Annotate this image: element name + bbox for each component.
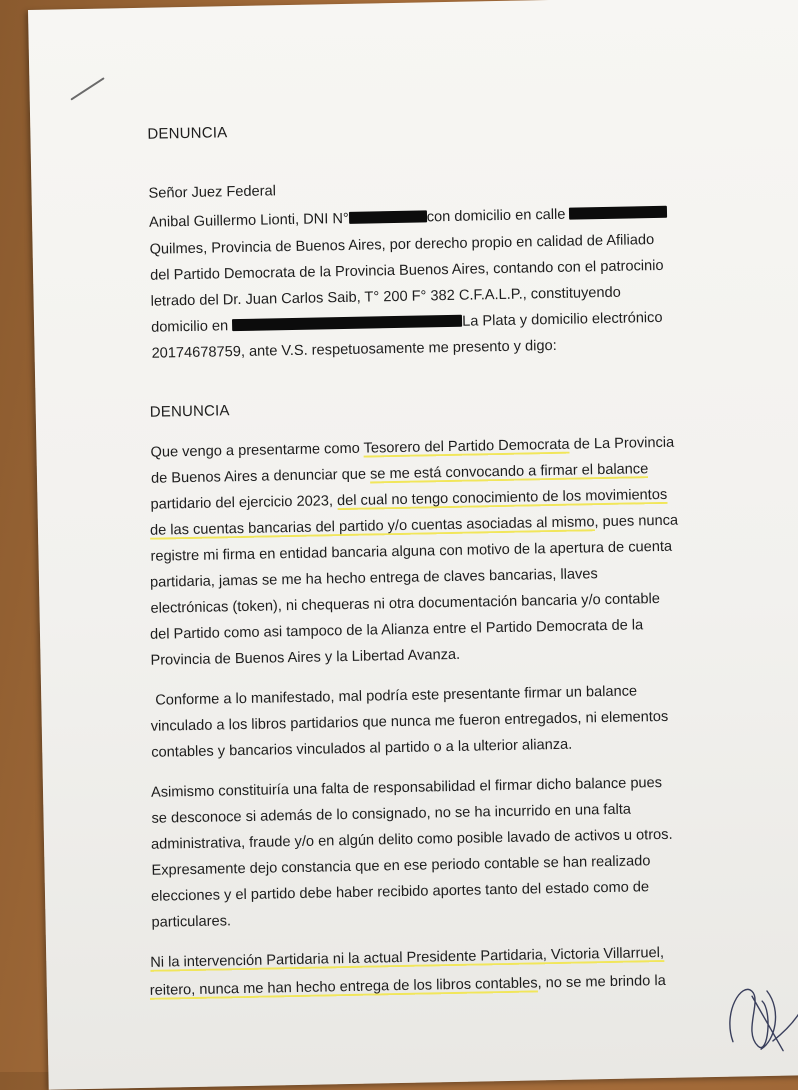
para2-line-1: Conforme a lo manifestado, mal podría este presentante firmar un balance [155,683,638,709]
para4-line-2 [150,972,666,1000]
para-text: de Buenos Aires a denunciar que [150,466,371,487]
para3-line-4: Expresamente dejo constancia que en ese periodo contable se han realizado [151,853,651,879]
intro-text: con domicilio en calle [426,206,566,226]
para1-line-9: Provincia de Buenos Aires y la Libertad Avanza. [150,646,461,669]
para-text: , pues nunca [594,512,679,531]
para1-line-5: registre mi firma en entidad bancaria alguna con motivo de la apertura de cuenta [150,538,673,565]
intro-text: domicilio en [150,318,229,336]
intro-text: Anibal Guillermo Lionti, DNI N° [148,210,349,231]
para2-line-3: contables y bancarios vinculados al partido o a la ulterior alianza. [151,736,573,761]
redaction-bar [232,315,462,331]
highlighted-text: Tesorero del Partido Democrata [363,436,570,457]
section-heading: DENUNCIA [149,402,230,421]
highlighted-text: del cual no tengo conocimiento de los movimientos [336,486,668,510]
title-heading: DENUNCIA [147,124,228,143]
para3-line-5: elecciones y el partido debe haber recibido aportes tanto del estado como de [150,879,650,905]
para2-line-2: vinculado a los libros partidarios que nunca me fueron entregados, ni elementos [150,708,669,735]
intro-line-6: 20174678759, ante V.S. respetuosamente me presento y digo: [151,337,557,362]
intro-text: Quilmes, Provincia de Buenos Aires, por derecho propio en calidad de Afiliado [149,232,655,258]
highlighted-text: se me está convocando a firmar el balance [369,461,649,483]
intro-line-4: letrado del Dr. Juan Carlos Saib, T° 200 F° 382 C.F.A.L.P., constituyendo [150,284,621,310]
para3-line-3: administrativa, fraude y/o en algún delito como posible lavado de activos u otros. [150,826,673,853]
intro-text: La Plata y domicilio electrónico [462,309,663,330]
pencil-tick-mark [69,72,110,103]
highlighted-text: Ni la intervención Partidaria ni la actual Presidente Partidaria, Victoria Villarruel, [150,944,665,971]
handwritten-signature [712,970,798,1062]
para3-line-2: se desconoce si además de lo consignado, no se ha incurrido en una falta [151,801,632,827]
intro-line-1 [149,204,668,232]
intro-line-3: del Partido Democrata de la Provincia Buenos Aires, contando con el patrocinio [149,257,664,284]
para1-line-3 [150,486,667,514]
addressee: Señor Juez Federal [148,183,277,202]
para-text: Que vengo a presentarme como [150,440,364,461]
document-page [28,0,798,1090]
para1-line-2 [151,460,649,488]
para1-line-6: partidaria, jamas se me ha hecho entrega de claves bancarias, llaves [149,566,598,591]
para-text: de La Provincia [569,434,675,453]
intro-line-5 [151,309,663,337]
document-body [28,0,798,999]
para-text: , no se me brindo la [537,972,666,992]
para1-line-8: del Partido como asi tampoco de la Alianza entre el Partido Democrata de la [149,617,644,643]
redaction-bar [349,210,427,223]
intro-line-2 [149,231,664,259]
para3-line-1: Asimismo constituiría una falta de responsabilidad el firmar dicho balance pues [150,774,663,801]
highlighted-text: reitero, nunca me han hecho entrega de los libros contables [149,975,538,999]
para1-line-4 [150,512,678,540]
para1-line-1 [150,434,674,462]
para3-line-6: particulares. [151,913,232,931]
para-text: partidario del ejercicio 2023, [150,493,338,513]
para1-line-7: electrónicas (token), ni chequeras ni otra documentación bancaria y/o contable [150,590,661,617]
redaction-bar [569,206,667,220]
highlighted-text: de las cuentas bancarias del partido y/o cuentas asociadas al mismo [149,514,595,539]
para4-line-1 [150,944,664,972]
